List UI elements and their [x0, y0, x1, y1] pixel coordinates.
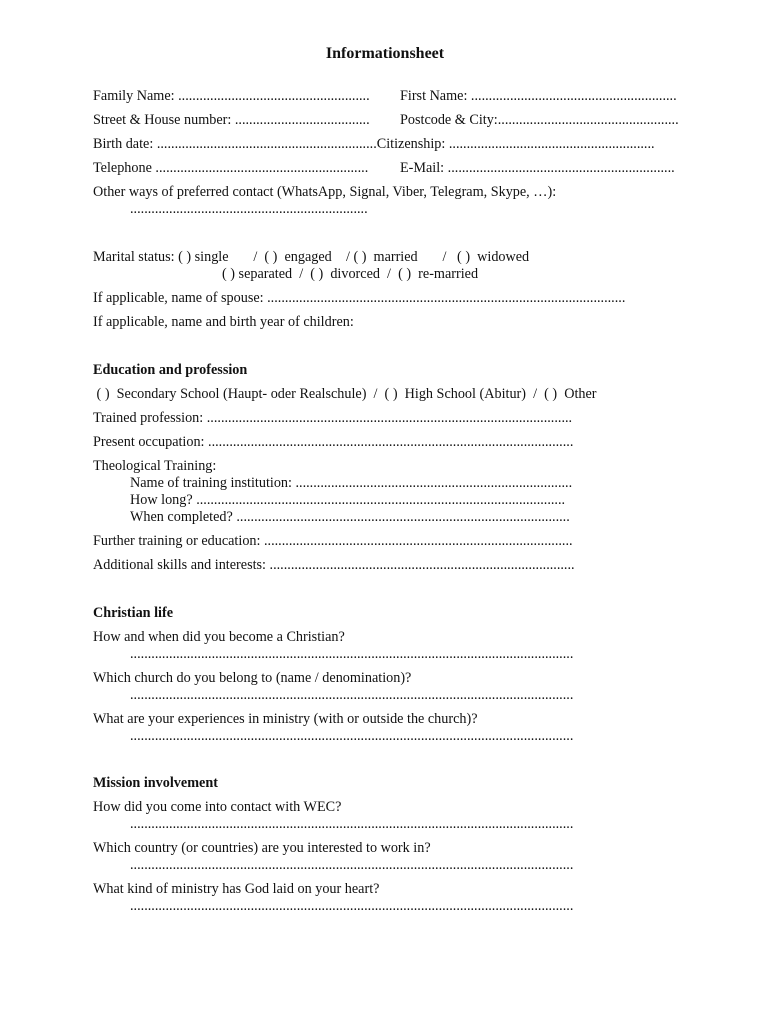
mission-answer-3[interactable]: .............................................................................................................................	[130, 898, 574, 914]
christian-life-heading: Christian life	[93, 605, 173, 621]
education-heading: Education and profession	[93, 362, 248, 378]
mission-heading: Mission involvement	[93, 775, 218, 791]
christian-answer-2[interactable]: .............................................................................................................................	[130, 687, 574, 703]
present-occupation-field[interactable]: Present occupation: .......................................................................................................	[93, 434, 574, 450]
christian-question-1: How and when did you become a Christian?	[93, 629, 345, 645]
page-title: Informationsheet	[325, 45, 445, 62]
mission-question-3: What kind of ministry has God laid on your heart?	[93, 881, 380, 897]
trained-profession-field[interactable]: Trained profession: .......................................................................................................	[93, 410, 573, 426]
marital-status-options-2[interactable]: ( ) separated / ( ) divorced / ( ) re-married	[222, 266, 479, 282]
mission-answer-2[interactable]: .............................................................................................................................	[130, 857, 574, 873]
christian-answer-1[interactable]: .............................................................................................................................	[130, 646, 574, 662]
christian-answer-3[interactable]: .............................................................................................................................	[130, 728, 574, 744]
further-training-field[interactable]: Further training or education: .......................................................................................	[93, 533, 573, 549]
email-field[interactable]: E-Mail: ................................................................	[400, 160, 675, 176]
christian-question-2: Which church do you belong to (name / denomination)?	[93, 670, 412, 686]
skills-field[interactable]: Additional skills and interests: ......................................................................................	[93, 557, 575, 573]
other-contact-label: Other ways of preferred contact (WhatsApp, Signal, Viber, Telegram, Skype, …):	[93, 184, 557, 200]
mission-question-2: Which country (or countries) are you interested to work in?	[93, 840, 431, 856]
street-field[interactable]: Street & House number: ......................................	[93, 112, 370, 128]
mission-question-1: How did you come into contact with WEC?	[93, 799, 342, 815]
telephone-field[interactable]: Telephone ............................................................	[93, 160, 369, 176]
spouse-field[interactable]: If applicable, name of spouse: .....................................................................................................	[93, 290, 626, 306]
birth-citizenship-field[interactable]: Birth date: ..............................................................Citizenship: ..........................................................	[93, 136, 655, 152]
children-label: If applicable, name and birth year of children:	[93, 314, 354, 330]
training-institution-field[interactable]: Name of training institution: ..............................................................................	[130, 475, 573, 491]
christian-question-3: What are your experiences in ministry (with or outside the church)?	[93, 711, 478, 727]
marital-status-options[interactable]: Marital status: ( ) single / ( ) engaged / ( ) married / ( ) widowed	[93, 249, 530, 265]
mission-answer-1[interactable]: .............................................................................................................................	[130, 816, 574, 832]
first-name-field[interactable]: First Name: ..........................................................	[400, 88, 677, 104]
family-name-field[interactable]: Family Name: ......................................................	[93, 88, 370, 104]
when-completed-field[interactable]: When completed? ..............................................................................................	[130, 509, 570, 525]
theological-training-label: Theological Training:	[93, 458, 217, 474]
other-contact-field[interactable]: ...................................................................	[130, 201, 368, 217]
postcode-field[interactable]: Postcode & City:...................................................	[400, 112, 679, 128]
how-long-field[interactable]: How long? ........................................................................................................	[130, 492, 566, 508]
school-options[interactable]: ( ) Secondary School (Haupt- oder Realschule) / ( ) High School (Abitur) / ( ) Other	[93, 386, 597, 402]
